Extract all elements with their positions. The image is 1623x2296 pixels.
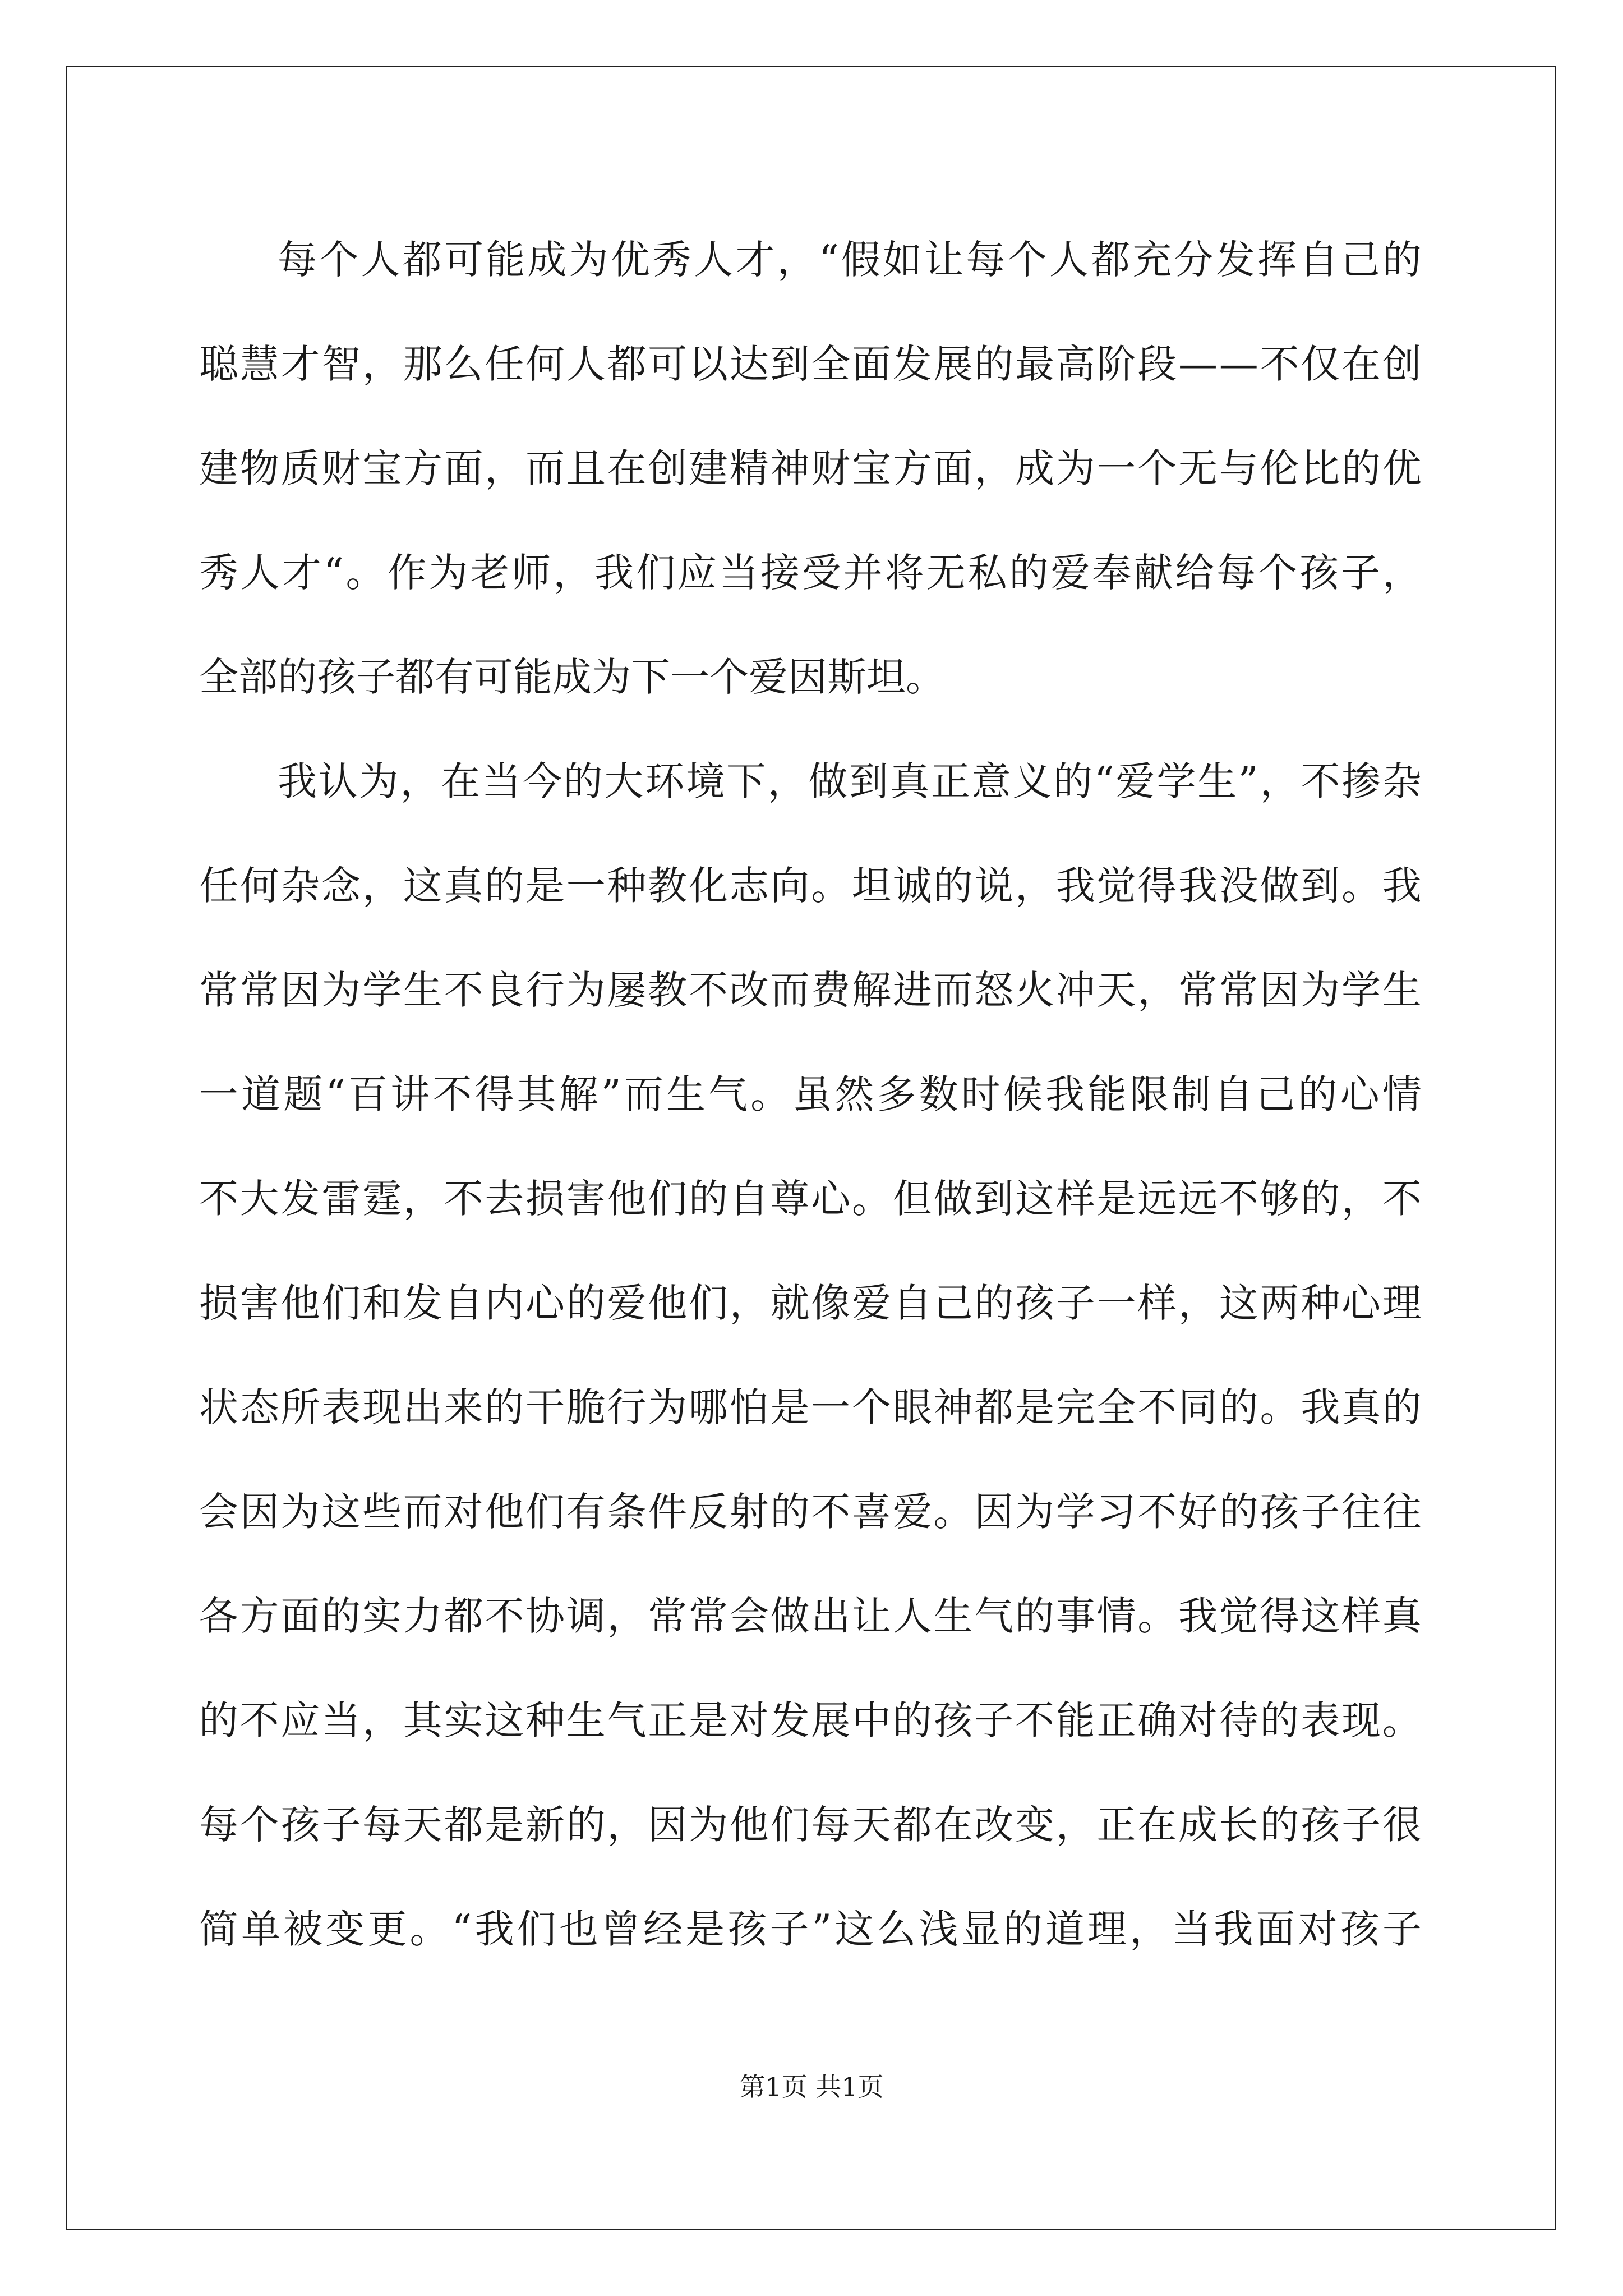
text-line: 常 常 因 为 学 生 不 良 行 为 屡 教 不 改 而 费 解 进 而 怒 火 冲 天 ， 常 常 因 为 学 生	[199, 967, 1422, 1013]
text-line: 聪 慧 才 智 ， 那 么 任 何 人 都 可 以 达 到 全 面 发 展 的 最 高 阶 段 — — 不 仅 在 创	[199, 341, 1422, 387]
document-body	[199, 208, 1422, 1981]
text-line: 状 态 所 表 现 出 来 的 干 脆 行 为 哪 怕 是 一 个 眼 神 都 是 完 全 不 同 的 。 我 真 的	[199, 1384, 1422, 1430]
text-line: 损 害 他 们 和 发 自 内 心 的 爱 他 们 ， 就 像 爱 自 己 的 孩 子 一 样 ， 这 两 种 心 理	[199, 1280, 1422, 1326]
text-line: 建 物 质 财 宝 方 面 ， 而 且 在 创 建 精 神 财 宝 方 面 ， 成 为 一 个 无 与 伦 比 的 优	[199, 445, 1422, 491]
text-line: 任 何 杂 念 ， 这 真 的 是 一 种 教 化 志 向 。 坦 诚 的 说 ， 我 觉 得 我 没 做 到 。 我	[199, 863, 1422, 909]
page-footer: 第1页 共1页	[739, 2072, 884, 2102]
text-line: 不 大 发 雷 霆 ， 不 去 损 害 他 们 的 自 尊 心 。 但 做 到 这 样 是 远 远 不 够 的 ， 不	[199, 1176, 1422, 1222]
text-line: 秀 人 才 “ 。 作 为 老 师 ， 我 们 应 当 接 受 并 将 无 私 的 爱 奉 献 给 每 个 孩 子 ，	[199, 550, 1422, 596]
text-line: 各 方 面 的 实 力 都 不 协 调 ， 常 常 会 做 出 让 人 生 气 的 事 情 。 我 觉 得 这 样 真	[199, 1593, 1422, 1639]
text-line: 简 单 被 变 更 。 “ 我 们 也 曾 经 是 孩 子 ” 这 么 浅 显 的 道 理 ， 当 我 面 对 孩 子	[199, 1906, 1422, 1952]
text-line: 我 认 为 ， 在 当 今 的 大 环 境 下 ， 做 到 真 正 意 义 的 “ 爱 学 生 ” ， 不 掺 杂	[278, 758, 1422, 804]
text-line: 全部的孩子都有可能成为下一个爱因斯坦。	[199, 654, 945, 700]
text-line: 每 个 人 都 可 能 成 为 优 秀 人 才 ， “ 假 如 让 每 个 人 都 充 分 发 挥 自 己 的	[278, 237, 1422, 283]
text-line: 每 个 孩 子 每 天 都 是 新 的 ， 因 为 他 们 每 天 都 在 改 变 ， 正 在 成 长 的 孩 子 很	[199, 1802, 1422, 1848]
text-line: 会 因 为 这 些 而 对 他 们 有 条 件 反 射 的 不 喜 爱 。 因 为 学 习 不 好 的 孩 子 往 往	[199, 1489, 1422, 1535]
text-line: 的 不 应 当 ， 其 实 这 种 生 气 正 是 对 发 展 中 的 孩 子 不 能 正 确 对 待 的 表 现 。	[199, 1697, 1422, 1743]
text-line: 一 道 题 “ 百 讲 不 得 其 解 ” 而 生 气 。 虽 然 多 数 时 候 我 能 限 制 自 己 的 心 情	[199, 1071, 1422, 1117]
